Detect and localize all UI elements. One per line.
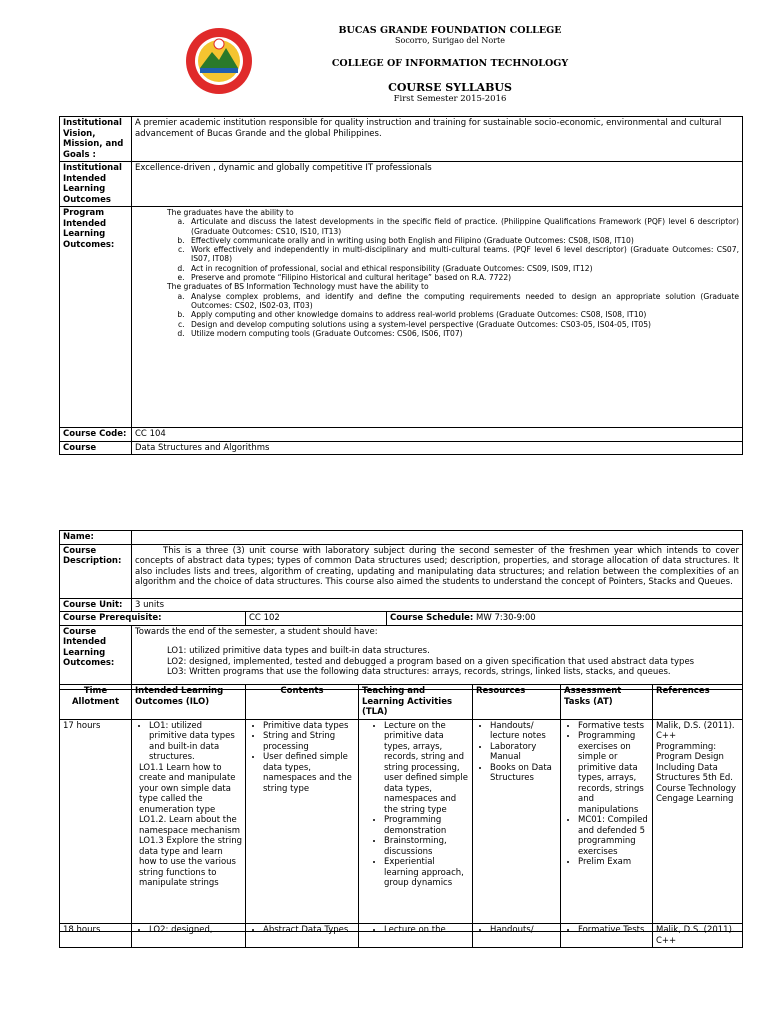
- tla-list: [362, 925, 469, 936]
- po-list-1: [135, 217, 739, 282]
- college-name: BUCAS GRANDE FOUNDATION COLLEGE: [338, 25, 562, 36]
- contents-cell: [246, 924, 359, 948]
- col-header-ilo: Intended Learning Outcomes (ILO): [132, 685, 246, 720]
- name-value: [132, 531, 743, 545]
- assessment-cell: [561, 719, 653, 931]
- list-item: LO1: utilized primitive data types and built-in data structures.: [167, 646, 430, 656]
- cilo-cell: [132, 625, 743, 689]
- col-header-time: Time Allotment: [60, 685, 132, 720]
- list-item: • Lecture on the: [384, 925, 469, 936]
- program-outcomes: [132, 207, 743, 428]
- table-row: [60, 924, 743, 948]
- list-item: • MC01: Compiled and defended 5 programming exercises: [578, 815, 649, 857]
- college-seal-logo: [184, 26, 254, 96]
- po-intro-1: The graduates have the ability to: [167, 208, 294, 217]
- resources-list: [476, 925, 557, 936]
- col-header-resources: Resources: [473, 685, 561, 720]
- iilo-text: Excellence-driven , dynamic and globally competitive IT professionals: [132, 162, 743, 207]
- contents-cell: [246, 719, 359, 931]
- list-item: • Brainstorming, discussions: [384, 836, 469, 857]
- ilo-cell: [132, 719, 246, 931]
- document-title: COURSE SYLLABUS: [388, 81, 512, 94]
- list-item: a. Analyse complex problems, and identify and define the computing requirements needed to design an appropriate solution (Graduate Outcomes: CS02, IS02-03, IT03): [187, 292, 739, 311]
- course-code-label: Course Code:: [60, 428, 132, 442]
- schedule-label: Course Schedule:: [390, 613, 474, 623]
- references-cell: Malik, D.S. (2011). C++ Programming: Program Design Including Data Structures 5th Ed. Course Technology Cengage Learning: [653, 719, 743, 931]
- list-item: e. Preserve and promote “Filipino Historical and cultural heritage” based on R.A. 7722): [187, 273, 739, 282]
- list-item: • Laboratory Manual: [490, 742, 557, 763]
- prereq-label: Course Prerequisite:: [60, 612, 246, 626]
- list-item: • LO2: designed,: [149, 925, 242, 936]
- cilo-label: Course Intended Learning Outcomes:: [60, 625, 132, 689]
- list-item: • Programming exercises on simple or primitive data types, arrays, records, strings and manipulations: [578, 731, 649, 815]
- list-item: • Primitive data types: [263, 721, 355, 732]
- institutional-table: [59, 116, 743, 455]
- iilo-label: Institutional Intended Learning Outcomes: [60, 162, 132, 207]
- po-label: Program Intended Learning Outcomes:: [60, 207, 132, 428]
- po-list-2: [135, 292, 739, 338]
- resources-cell: [473, 924, 561, 948]
- table-header-row: [60, 685, 743, 720]
- list-item: b. Apply computing and other knowledge domains to address real-world problems (Graduate Outcomes: CS08, IS08, IT10): [187, 310, 739, 319]
- name-label: Name:: [60, 531, 132, 545]
- course-matrix-table: [59, 684, 743, 932]
- assessment-cell: [561, 924, 653, 948]
- list-item: LO2: designed, implemented, tested and debugged a program based on a given specification that used abstract data types: [167, 656, 695, 667]
- course-description: This is a three (3) unit course with laboratory subject during the second semester of the freshmen year which intends to cover concepts of abstract data types; types of common Data structures used; description, properties, and storage allocation of data structures. It also includes lists and trees, algorithm of creating, updating and manipulating data structures; and relation between the complexities of an algorithm and the choice of data structures. This course also aimed the students to understand the concept of Pointers, Stacks and Queues.: [132, 544, 743, 598]
- list-item: • LO1: utilized primitive data types and built-in data structures.: [149, 721, 242, 763]
- list-item: a. Articulate and discuss the latest developments in the specific field of practice. (Philippine Qualifications Framework (PQF) level 6 descriptor) (Graduate Outcomes: CS10, IS10, IT13): [187, 217, 739, 236]
- vmg-label: Institutional Vision, Mission, and Goals :: [60, 117, 132, 162]
- list-item: • Formative Tests: [578, 925, 649, 936]
- list-item: • Handouts/ lecture notes: [490, 721, 557, 742]
- unit-label: Course Unit:: [60, 598, 132, 612]
- cilo-list: [135, 646, 739, 678]
- list-item: • Books on Data Structures: [490, 763, 557, 784]
- list-item: • Prelim Exam: [578, 857, 649, 868]
- unit-value: 3 units: [132, 598, 743, 612]
- ilo-sub-3: LO1.3 Explore the string data type and learn how to use the various string functions to manipulate strings: [139, 836, 242, 888]
- contents-list: [249, 721, 355, 795]
- semester: First Semester 2015-2016: [393, 94, 507, 104]
- list-item: • Abstract Data Types: [263, 925, 355, 936]
- ilo-cell: [132, 924, 246, 948]
- ilo-sub-2: LO1.2. Learn about the namespace mechanism: [139, 815, 240, 836]
- tla-cell: [359, 924, 473, 948]
- list-item: • Experiential learning approach, group dynamics: [384, 857, 469, 889]
- list-item: • Formative tests: [578, 721, 649, 732]
- references-cell: Malik, D.S. (2011). C++: [653, 924, 743, 948]
- ilo-list: [135, 925, 242, 936]
- list-item: d. Utilize modern computing tools (Graduate Outcomes: CS06, IS06, IT07): [187, 329, 739, 338]
- college-address: Socorro, Surigao del Norte: [395, 36, 505, 45]
- course-value: Data Structures and Algorithms: [132, 441, 743, 455]
- time-cell: 18 hours: [60, 924, 132, 948]
- schedule-cell: [387, 612, 743, 626]
- resources-cell: [473, 719, 561, 931]
- course-code-value: CC 104: [132, 428, 743, 442]
- list-item: • String and String processing: [263, 731, 355, 752]
- prereq-value: CC 102: [246, 612, 387, 626]
- list-item: • Handouts/: [490, 925, 557, 936]
- contents-list: [249, 925, 355, 936]
- col-header-tla: Teaching and Learning Activities (TLA): [359, 685, 473, 720]
- tla-list: [362, 721, 469, 889]
- col-header-references: References: [653, 685, 743, 720]
- list-item: • Programming demonstration: [384, 815, 469, 836]
- time-cell: 17 hours: [60, 719, 132, 931]
- list-item: d. Act in recognition of professional, social and ethical responsibility (Graduate Outcomes: CS09, IS09, IT12): [187, 264, 739, 273]
- course-matrix-table-continued: [59, 923, 743, 948]
- list-item: b. Effectively communicate orally and in writing using both English and Filipino (Graduate Outcomes: CS08, IS08, IT10): [187, 236, 739, 245]
- ilo-sub-1: LO1.1 Learn how to create and manipulate your own simple data type called the enumeration type: [139, 762, 236, 815]
- schedule-value: MW 7:30-9:00: [476, 613, 536, 623]
- course-info-table: [59, 530, 743, 690]
- list-item: • Lecture on the primitive data types, arrays, records, string and string processing, user defined simple data types, namespaces and the string type: [384, 721, 469, 816]
- department-name: COLLEGE OF INFORMATION TECHNOLOGY: [331, 58, 569, 69]
- col-header-assessment: Assessment Tasks (AT): [561, 685, 653, 720]
- table-row: [60, 719, 743, 931]
- list-item: c. Work effectively and independently in multi-disciplinary and multi-cultural teams. (PQF level 6 level descriptor) (Graduate Outcomes: CS07, IS07, IT08): [187, 245, 739, 264]
- resources-list: [476, 721, 557, 784]
- list-item: • User defined simple data types, namespaces and the string type: [263, 752, 355, 794]
- po-intro-2: The graduates of BS Information Technology must have the ability to: [167, 282, 429, 292]
- assessment-list: [564, 721, 649, 868]
- ilo-list: [135, 721, 242, 763]
- cilo-intro: Towards the end of the semester, a student should have:: [135, 626, 378, 637]
- list-item: LO3: Written programs that use the following data structures: arrays, records, strings, linked lists, stacks, and queues.: [167, 667, 671, 677]
- col-header-contents: Contents: [246, 685, 359, 720]
- tla-cell: [359, 719, 473, 931]
- vmg-text: A premier academic institution responsible for quality instruction and training for sustainable socio-economic, environmental and cultural advancement of Bucas Grande and the global Philippines.: [132, 117, 743, 162]
- course-label: Course: [60, 441, 132, 455]
- desc-label: Course Description:: [60, 544, 132, 598]
- assessment-list: [564, 925, 649, 936]
- list-item: c. Design and develop computing solutions using a system-level perspective (Graduate Outcomes: CS03-05, IS04-05, IT05): [187, 320, 739, 329]
